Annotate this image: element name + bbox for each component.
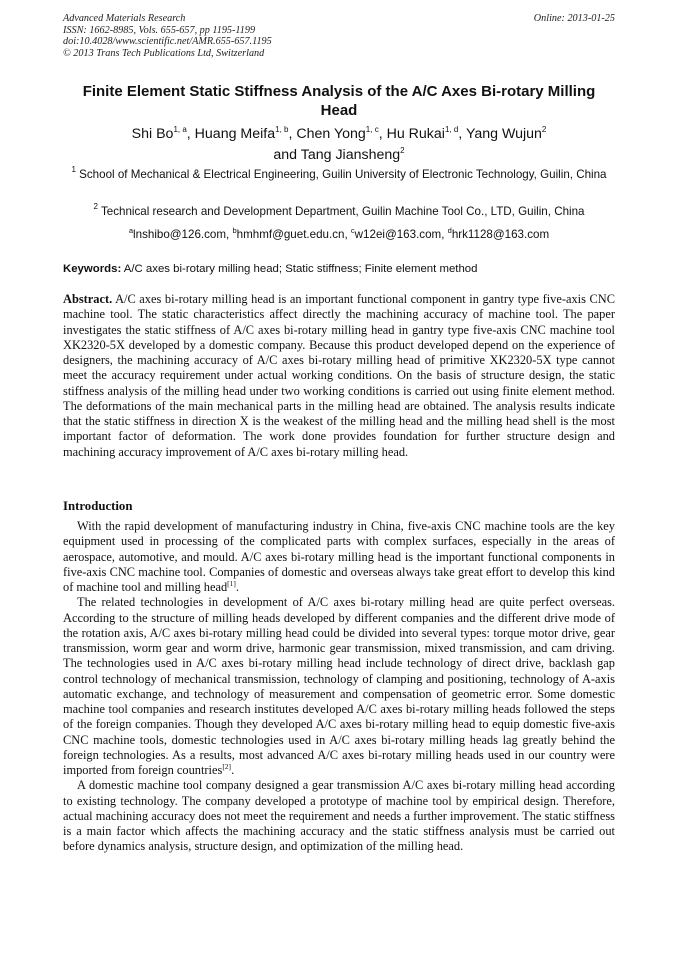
affiliation-2: $^2$ Technical research and Development Department, Guilin Machine Tool Co., LTD, Guilin, China (93, 202, 585, 218)
keywords-label: Keywords: (63, 263, 122, 275)
email-link[interactable]: $^a$lnshibo@126.com (128, 226, 227, 241)
abstract (63, 292, 615, 460)
author: Huang Meifa$^{1, b}$, (194, 125, 297, 142)
abstract-text: A/C axes bi-rotary milling head is an important functional component in gantry type five-axis CNC machine tool. The static characteristics affect directly the machining accuracy of machine tool. The paper investigates the static stiffness of A/C axes bi-rotary milling head in gantry type five-axis CNC machine tool XK2320-5X developed by a domestic company. Because this product developed depend on the experience of designers, the machining accuracy of A/C axes bi-rotary milling head of primitive XK2320-5X type cannot meet the accuracy requirement under actual working conditions. On the basis of structure design, the static stiffness analysis of the milling head under two working conditions is carried out using finite element method. The deformations of the main mechanical parts in the milling head are obtained. The analysis results indicate that the static stiffness in direction X is the weakest of the milling head and the milling head shell is the most important factor of deformation. The work done provides foundation for further structure design and machining accuracy improvement of A/C axes bi-rotary milling head. (63, 292, 615, 459)
paragraph: The related technologies in development of A/C axes bi-rotary milling head are quite perfect overseas. According to the structure of milling heads developed by different companies and the different drive mode of the rotation axis, A/C axes bi-rotary milling head could be divided into several types: torque motor drive, gear transmission, worm gear and worm drive, harmonic gear transmission, mixed transmission, and cam driving. The technologies used in A/C axes bi-rotary milling head include technology of direct drive, backlash gap control technology of mechanical transmission, technology of clamping and positioning, technology of A-axis automatic exchange, and technology of measurement and compensation of geometric error. Some domestic machine tool companies and research institutes developed A/C axes bi-rotary milling heads followed the steps of the foreign companies. Though they developed A/C axes bi-rotary milling head to equip domestic five-axis CNC machine tools, domestic technologies used in A/C axes bi-rotary milling heads lag greatly behind the foreign technologies. As a results, most advanced A/C axes bi-rotary milling heads used in our country were imported from foreign countries[2]. (63, 595, 615, 777)
author: Hu Rukai$^{1, d}$, (386, 125, 466, 142)
journal-name: Advanced Materials Research (63, 13, 186, 24)
doi-line[interactable]: doi:10.4028/www.scientific.net/AMR.655-657.1195 (63, 36, 272, 47)
section-heading-introduction: Introduction (63, 499, 133, 513)
paragraph: With the rapid development of manufacturing industry in China, five-axis CNC machine tools are the key equipment used in processing of the complicated parts with complex surfaces, especially in the areas of aerospace, automotive, and mould. A/C axes bi-rotary milling head is the important functional components in five-axis CNC machine tool. Companies of domestic and overseas always take great effort to develop this kind of machine tool and milling head[1]. (63, 519, 615, 594)
issn-line: ISSN: 1662-8985, Vols. 655-657, pp 1195-1199 (63, 24, 256, 36)
author: and Tang Jiansheng$^2$ (273, 146, 405, 163)
introduction-body (63, 519, 615, 855)
journal-header (63, 13, 615, 59)
online-date: Online: 2013-01-25 (533, 13, 615, 24)
email-link[interactable]: $^c$w12ei@163.com (350, 226, 442, 241)
email-link[interactable]: $^b$hmhmf@guet.edu.cn (232, 226, 345, 241)
keywords-text: A/C axes bi-rotary milling head; Static stiffness; Finite element method (123, 263, 478, 275)
author-list (63, 124, 615, 166)
author: Yang Wujun$^2$ (465, 125, 547, 142)
citation-2[interactable]: [2] (222, 762, 232, 771)
author: Chen Yong$^{1, c}$, (296, 125, 387, 142)
author: Shi Bo$^{1, a}$, (131, 125, 195, 142)
paper-title: Finite Element Static Stiffness Analysis of the A/C Axes Bi-rotary Milling Head (82, 83, 596, 119)
citation-1[interactable]: [1] (227, 579, 236, 588)
copyright-line: © 2013 Trans Tech Publications Ltd, Switzerland (63, 47, 265, 59)
affiliation-1: $^1$ School of Mechanical & Electrical Engineering, Guilin University of Electronic Technology, Guilin, China (71, 165, 607, 181)
email-link[interactable]: $^d$hrk1128@163.com (447, 226, 550, 241)
keywords (63, 262, 615, 276)
paragraph: A domestic machine tool company designed a gear transmission A/C axes bi-rotary milling head according to existing technology. The company developed a prototype of machine tool by empirical design. Therefore, actual machining accuracy does not meet the requirement and needs a further improvement. The static stiffness is a main factor which affects the machining accuracy and the static stiffness analysis must be carried out before dynamics analysis, structure design, and optimization of the milling head. (63, 778, 615, 854)
abstract-label: Abstract. (63, 292, 113, 306)
email-list: $^a$lnshibo@126.com, $^b$hmhmf@guet.edu.cn, $^c$w12ei@163.com, $^d$hrk1128@163.com (128, 226, 550, 241)
